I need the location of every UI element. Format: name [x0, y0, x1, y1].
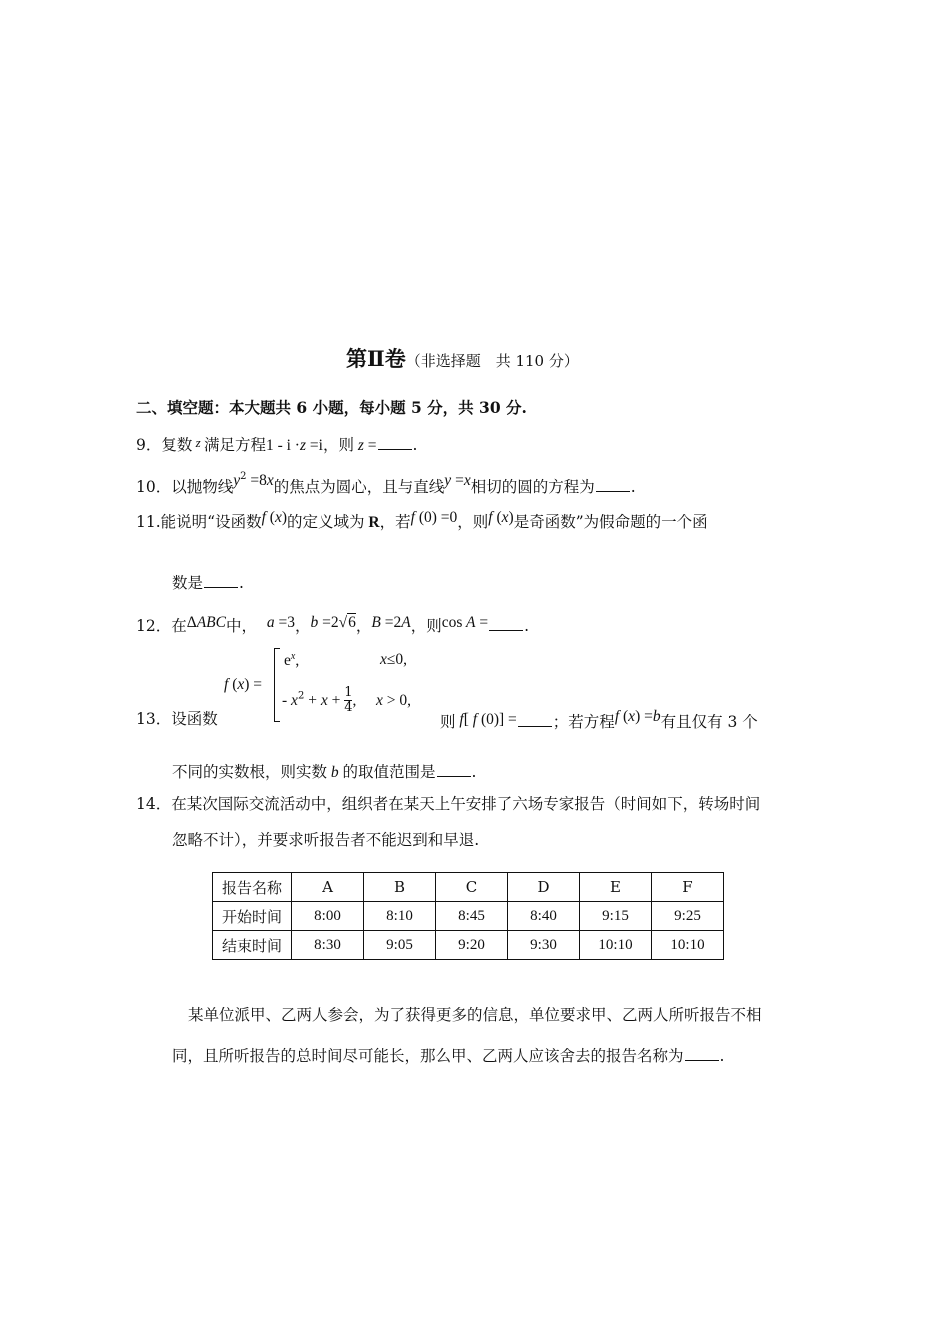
q13-answer-blank-1 — [518, 712, 552, 727]
q13-case-1: $e^x$, — [284, 651, 300, 670]
table-header-cell: D — [508, 873, 580, 902]
table-cell: 8:30 — [292, 931, 364, 960]
question-9: 9．复数 z 满足方程1 - i ·z =i，则 z = . — [136, 435, 418, 454]
question-10: 10．以抛物线$y^2 =8x$的焦点为圆心，且与直线y =x相切的圆的方程为 . — [136, 470, 636, 496]
q14-paragraph-1: 某单位派甲、乙两人参会，为了获得更多的信息，单位要求甲、乙两人所听报告不相 — [188, 1006, 762, 1024]
question-13: 13．设函数 — [136, 710, 218, 728]
title-sub: （非选择题 共 110 分） — [405, 352, 579, 370]
table-cell: 结束时间 — [213, 931, 292, 960]
q11-answer-blank — [204, 573, 238, 588]
page-title — [346, 348, 579, 370]
table-header-cell: E — [580, 873, 652, 902]
question-11: 11.能说明“设函数f (x)的定义域为 R，若f (0) =0，则f (x)是奇函数”为假命题的一个函 — [136, 509, 708, 531]
table-cell: 开始时间 — [213, 902, 292, 931]
q12-number: 12． — [136, 617, 172, 635]
q13-case-2: - $x^2 + x$ + $\frac{1}{4}$ , — [282, 685, 357, 716]
table-cell: 9:20 — [436, 931, 508, 960]
question-13-right: 则 f[ f (0)] = ；若方程f (x) =b有且仅有 3 个 — [440, 708, 758, 731]
table-cell: 9:25 — [652, 902, 724, 931]
question-14-line2: 忽略不计），并要求听报告者不能迟到和早退. — [172, 831, 480, 849]
table-cell: 8:45 — [436, 902, 508, 931]
q11-number: 11. — [136, 513, 161, 531]
table-row — [213, 902, 724, 931]
table-cell: 10:10 — [652, 931, 724, 960]
q9-answer-blank — [378, 435, 412, 450]
table-cell: 8:40 — [508, 902, 580, 931]
table-header-row — [213, 873, 724, 902]
table-header-cell: F — [652, 873, 724, 902]
q13-function-lhs: f (x) = — [224, 676, 263, 693]
q10-answer-blank — [596, 477, 630, 492]
report-schedule-table — [212, 872, 724, 960]
table-cell: 9:30 — [508, 931, 580, 960]
question-13-line2: 不同的实数根，则实数 b 的取值范围是 . — [172, 763, 477, 781]
table-row — [213, 931, 724, 960]
table-cell: 8:10 — [364, 902, 436, 931]
section-heading: 二、填空题：本大题共 6 小题，每小题 5 分，共 30 分. — [136, 398, 527, 417]
table-header-cell: B — [364, 873, 436, 902]
table-cell: 9:15 — [580, 902, 652, 931]
q13-case-1-cond: x≤0, — [380, 651, 408, 668]
q13-answer-blank-2 — [437, 762, 471, 777]
question-14: 14．在某次国际交流活动中，组织者在某天上午安排了六场专家报告（时间如下，转场时间 — [136, 795, 761, 813]
table-header-cell: C — [436, 873, 508, 902]
table-cell: 8:00 — [292, 902, 364, 931]
title-main: 第Ⅱ卷 — [346, 346, 406, 371]
q9-number: 9． — [136, 436, 162, 454]
table-header-cell: A — [292, 873, 364, 902]
q10-number: 10． — [136, 478, 172, 496]
q14-answer-blank — [685, 1046, 719, 1061]
q14-paragraph-2: 同，且所听报告的总时间尽可能长，那么甲、乙两人应该舍去的报告名称为 . — [172, 1047, 725, 1065]
question-11-line2: 数是 . — [172, 574, 244, 592]
table-header-cell: 报告名称 — [213, 873, 292, 902]
q14-number: 14． — [136, 795, 172, 813]
q13-number: 13． — [136, 710, 172, 728]
table-cell: 9:05 — [364, 931, 436, 960]
table-cell: 10:10 — [580, 931, 652, 960]
question-12: 12．在ΔABC中， a =3，b =2√6，B =2A，则cos A = . — [136, 614, 530, 635]
q12-answer-blank — [489, 616, 523, 631]
q13-case-2-cond: x > 0, — [376, 692, 412, 709]
